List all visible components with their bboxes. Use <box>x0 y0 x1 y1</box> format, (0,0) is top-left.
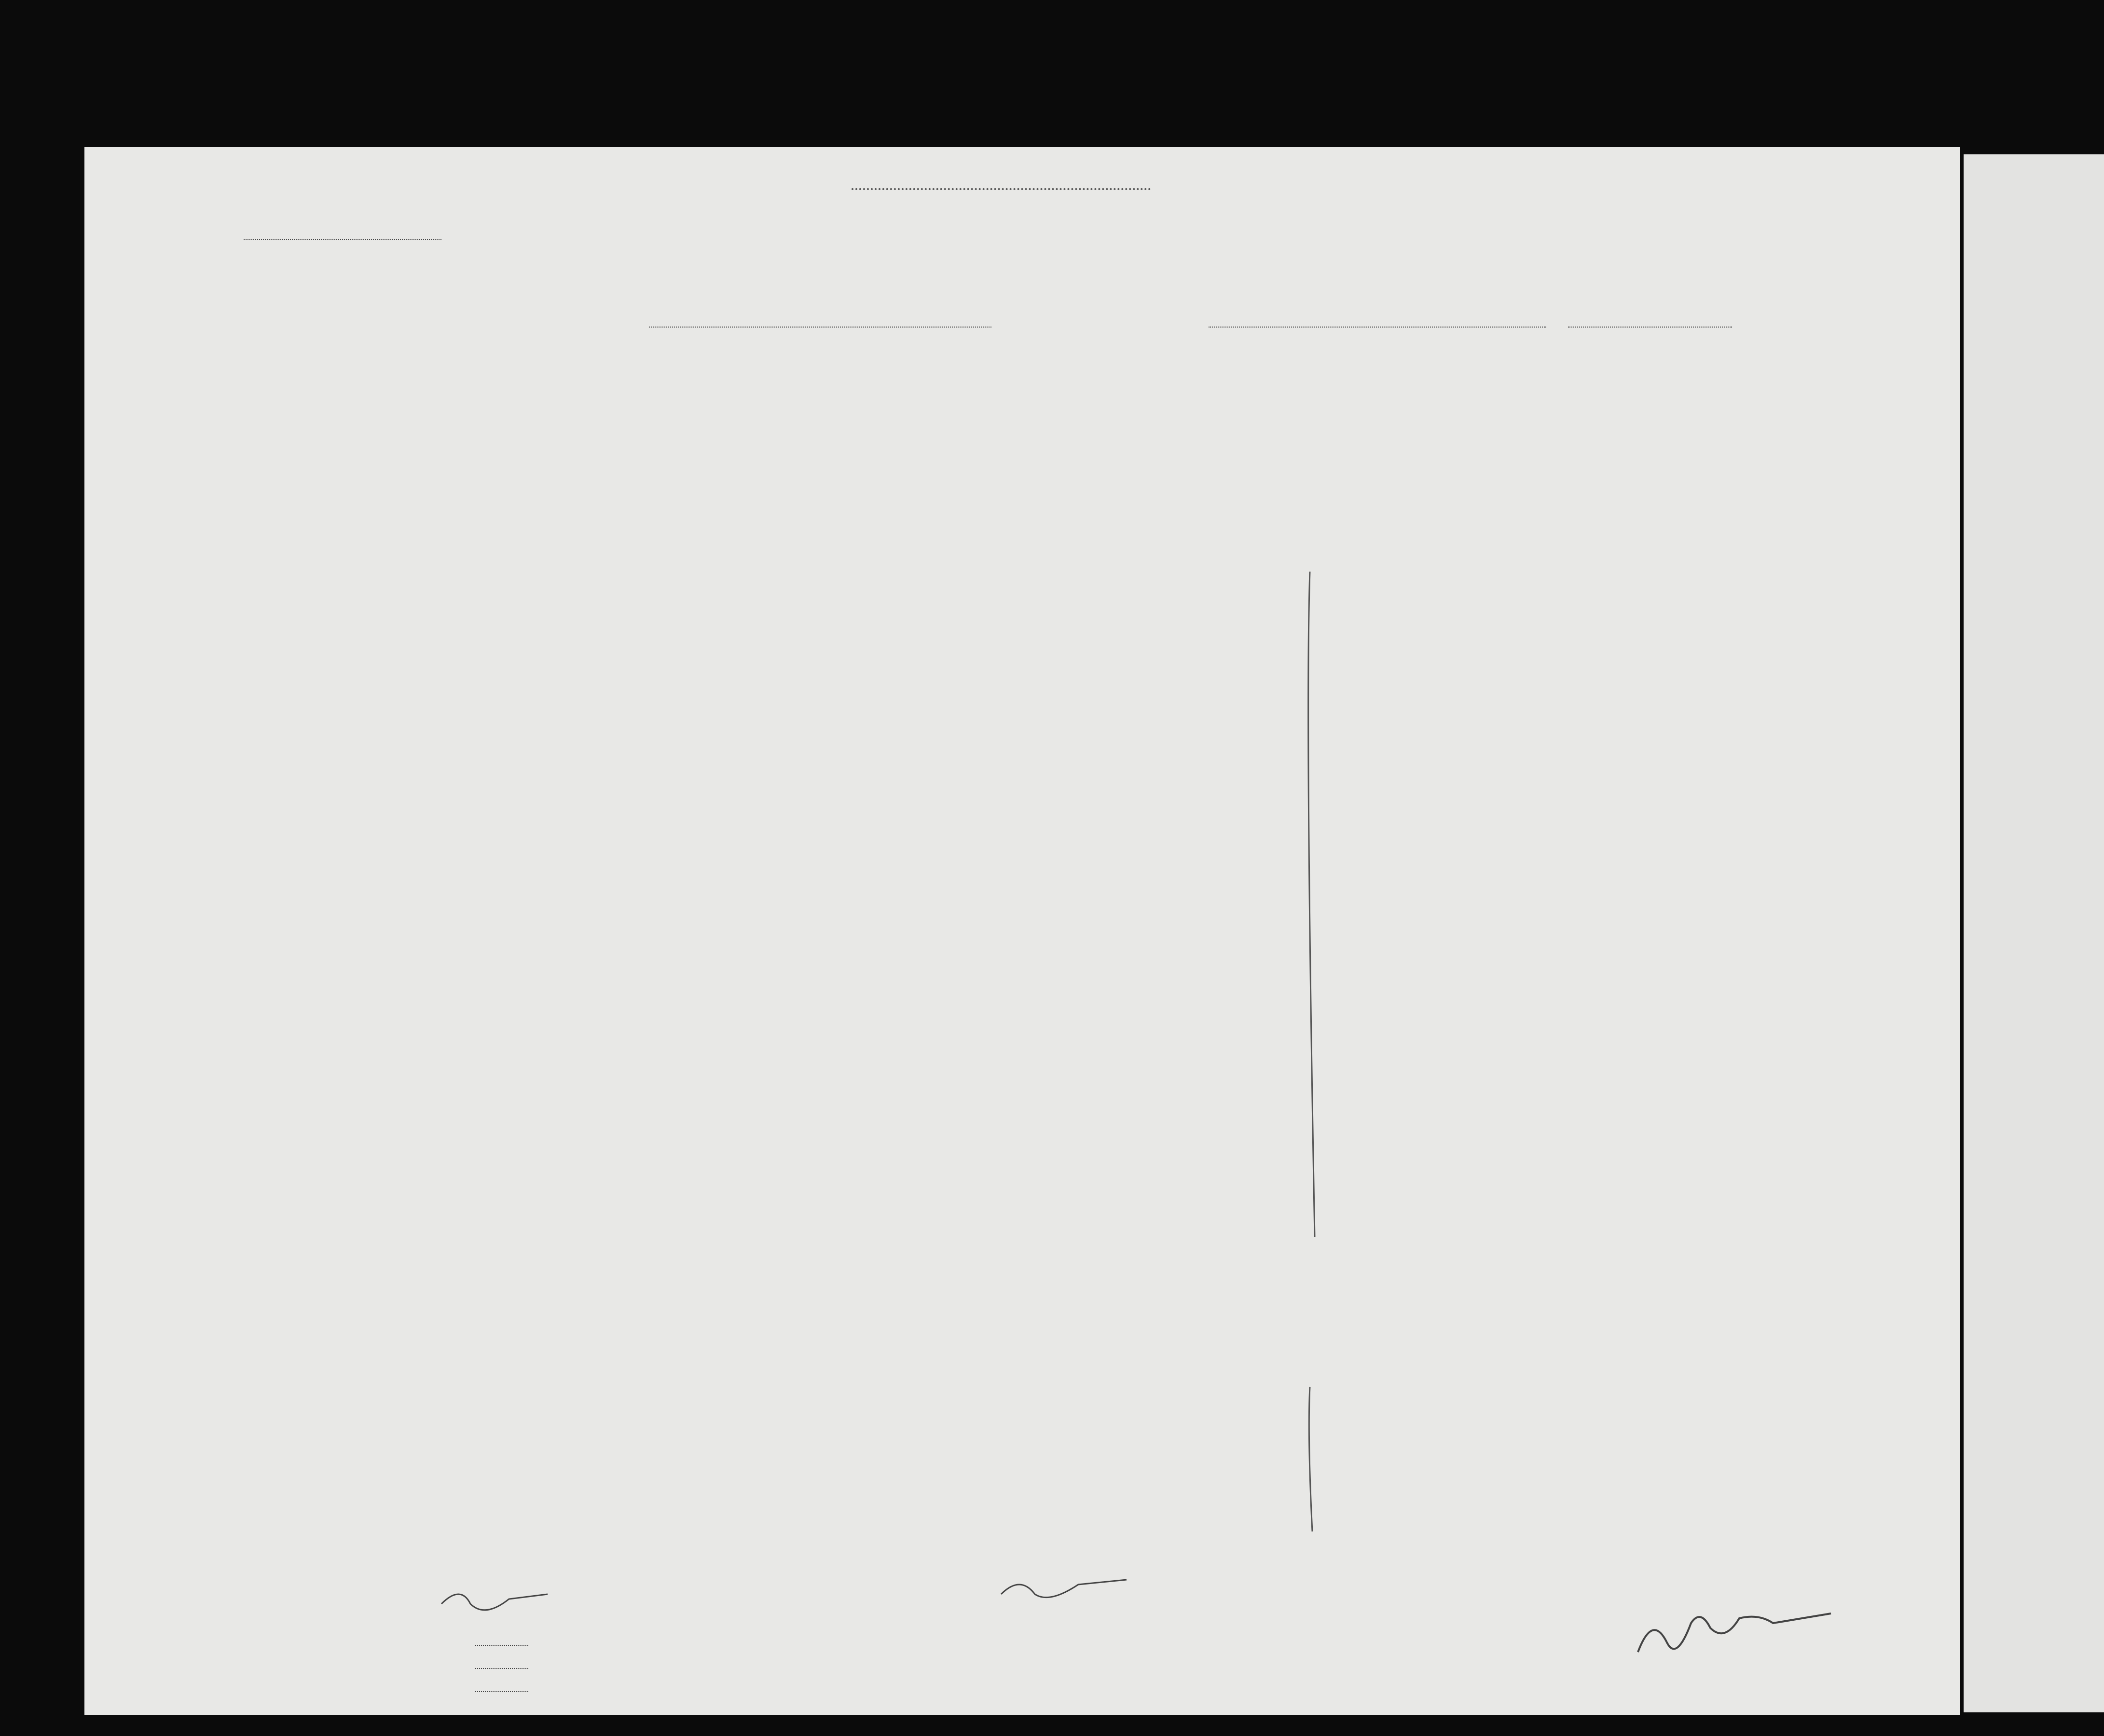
manifest-sheet <box>84 147 1960 1715</box>
visa-margin-line-2 <box>1309 1387 1312 1531</box>
initials-signature-1 <box>441 1594 548 1610</box>
visa-margin-line <box>1308 572 1315 1237</box>
adjacent-page-strip <box>1964 154 2104 1712</box>
initials-signature-2 <box>1001 1580 1127 1598</box>
inspector-signature <box>1638 1613 1831 1652</box>
handwriting-marks <box>84 147 1960 1715</box>
